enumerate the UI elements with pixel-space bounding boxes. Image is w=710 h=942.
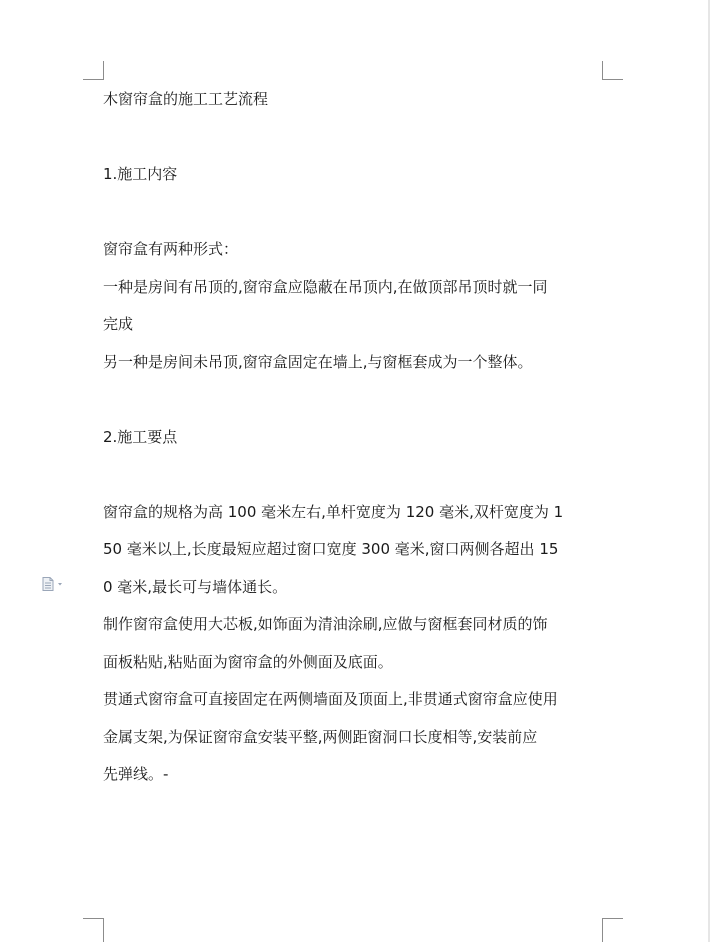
margin-corner-top-right — [602, 61, 623, 80]
paragraph-line: 一种是房间有吊顶的,窗帘盒应隐蔽在吊顶内,在做顶部吊顶时就一同 — [103, 277, 548, 296]
document-icon[interactable] — [41, 576, 65, 590]
margin-corner-bottom-left — [83, 918, 104, 942]
section-heading-1: 1.施工内容 — [103, 165, 178, 183]
paragraph-line: 面板粘贴,粘贴面为窗帘盒的外侧面及底面。 — [103, 652, 393, 671]
blank-line — [103, 386, 603, 424]
paragraph-line: 0 毫米,最长可与墙体通长。 — [103, 577, 288, 596]
margin-corner-bottom-right — [602, 918, 623, 942]
paragraph-line: 完成 — [103, 315, 134, 333]
document-body[interactable] — [103, 86, 603, 799]
blank-line — [103, 199, 603, 237]
paragraph-line: 制作窗帘盒使用大芯板,如饰面为清油涂刷,应做与窗框套同材质的饰 — [103, 615, 548, 633]
paragraph-line: 先弹线。- — [103, 765, 169, 783]
section-heading-2: 2.施工要点 — [103, 427, 178, 446]
paragraph-line: 窗帘盒的规格为高 100 毫米左右,单杆宽度为 120 毫米,双杆宽度为 1 — [103, 502, 564, 521]
paragraph-line: 另一种是房间未吊顶,窗帘盒固定在墙上,与窗框套成为一个整体。 — [103, 352, 533, 371]
document-icon-glyph — [41, 577, 65, 591]
blank-line — [103, 124, 603, 162]
margin-corner-top-left — [83, 61, 104, 80]
blank-line — [103, 461, 603, 499]
paragraph-line: 贯通式窗帘盒可直接固定在两侧墙面及顶面上,非贯通式窗帘盒应使用 — [103, 690, 558, 708]
paragraph-line: 50 毫米以上,长度最短应超过窗口宽度 300 毫米,窗口两侧各超出 15 — [103, 540, 559, 558]
paragraph-line: 金属支架,为保证窗帘盒安装平整,两侧距窗洞口长度相等,安装前应 — [103, 727, 538, 746]
document-title: 木窗帘盒的施工工艺流程 — [103, 90, 269, 108]
paragraph-line: 窗帘盒有两种形式： — [103, 240, 239, 258]
